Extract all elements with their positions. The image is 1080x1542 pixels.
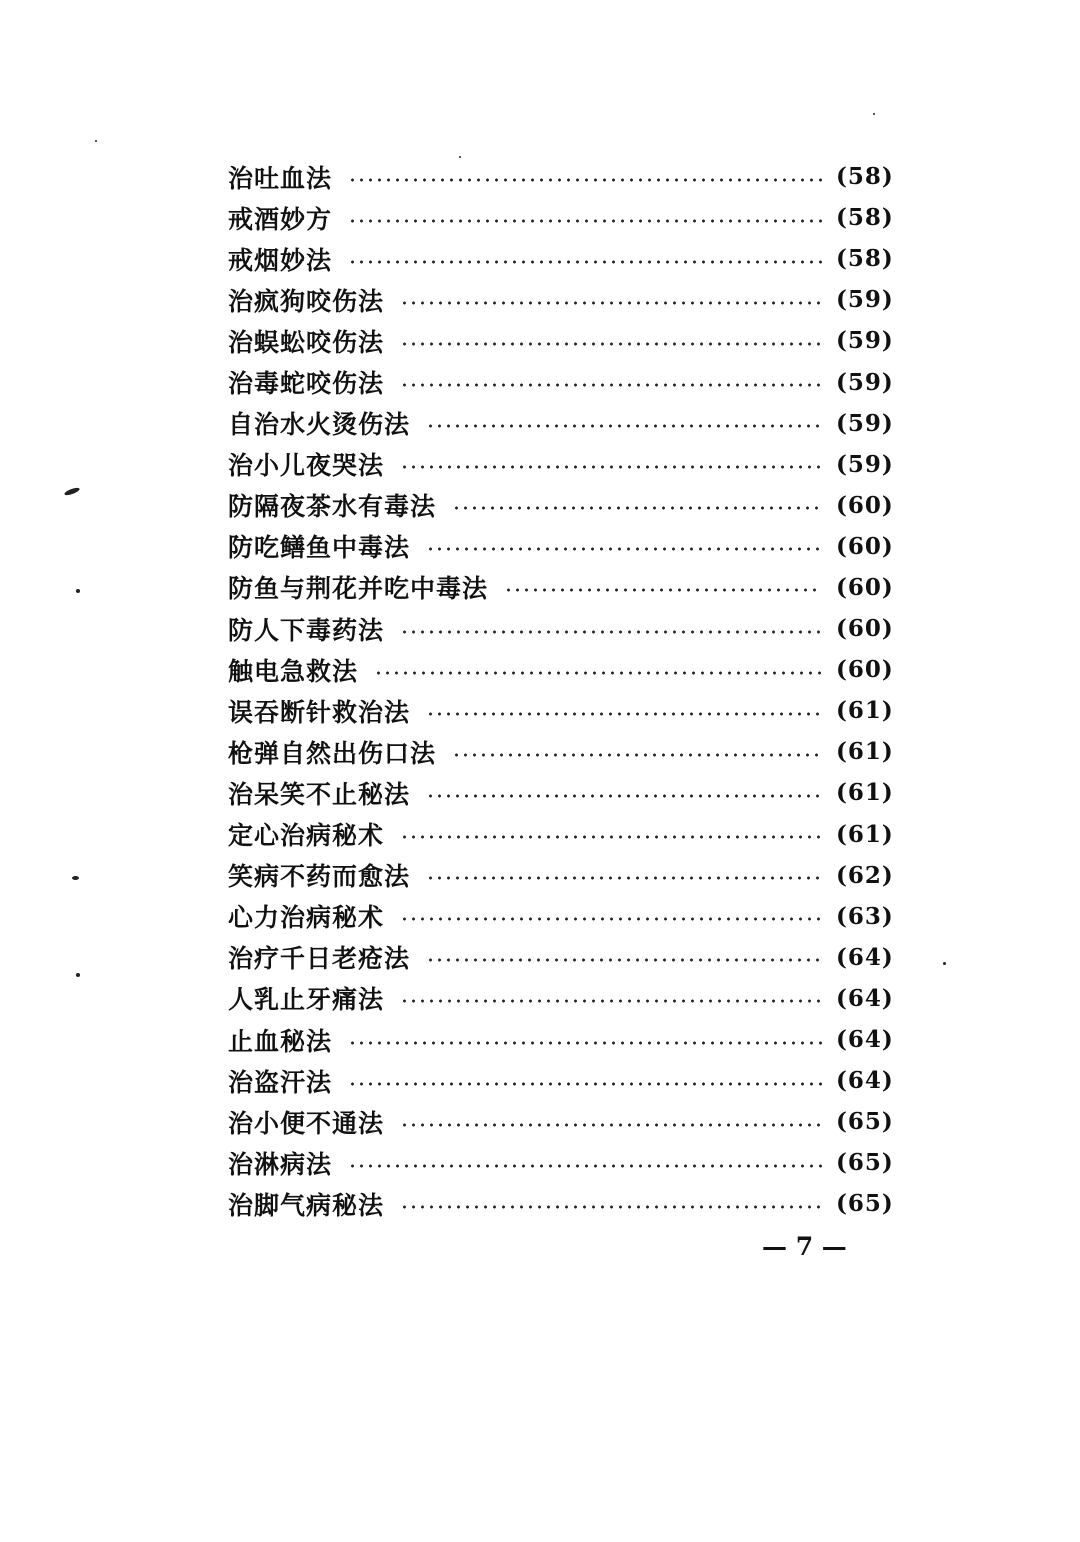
toc-entry-title: 自治水火烫伤法 <box>228 410 411 440</box>
toc-entry-title: 触电急救法 <box>228 656 359 686</box>
toc-entry-page: (64) <box>836 943 894 971</box>
dot-leader <box>400 835 822 839</box>
dot-leader <box>426 712 822 716</box>
toc-entry-title: 枪弹自然出伤口法 <box>228 738 437 768</box>
dot-leader <box>452 506 822 510</box>
toc-entry-page: (61) <box>836 738 894 766</box>
toc-entry <box>228 937 892 978</box>
toc-entry-title: 防鱼与荆花并吃中毒法 <box>228 574 489 604</box>
toc-entry-page: (58) <box>836 204 894 232</box>
scan-speck <box>72 876 79 880</box>
toc-entry-page: (61) <box>836 779 894 807</box>
toc-entry <box>228 1101 892 1142</box>
toc-entry <box>228 690 892 731</box>
toc-entry <box>228 485 892 526</box>
toc-entry-title: 定心治病秘术 <box>228 821 385 851</box>
toc-entry-title: 治呆笑不止秘法 <box>228 779 411 809</box>
dot-leader <box>348 178 822 182</box>
toc-entry-page: (65) <box>836 1190 894 1218</box>
toc-entry-page: (59) <box>836 368 894 396</box>
toc-entry-title: 人乳止牙痛法 <box>228 985 385 1015</box>
toc-entry <box>228 978 892 1019</box>
toc-entry-title: 治毒蛇咬伤法 <box>228 369 385 399</box>
toc-entry <box>228 731 892 772</box>
toc-entry-page: (60) <box>836 656 894 684</box>
toc-entry-title: 防隔夜茶水有毒法 <box>228 492 437 522</box>
dot-leader <box>374 671 822 675</box>
toc-entry <box>228 279 892 320</box>
toc-entry-title: 治小便不通法 <box>228 1108 385 1138</box>
dot-leader <box>348 1041 822 1045</box>
scan-speck <box>459 156 461 158</box>
toc-entry-page: (60) <box>836 615 894 643</box>
toc-entry <box>228 444 892 485</box>
toc-entry <box>228 896 892 937</box>
toc-entry-title: 治盗汗法 <box>228 1067 333 1097</box>
toc-entry-title: 治吐血法 <box>228 163 333 193</box>
toc-entry-title: 治小儿夜哭法 <box>228 451 385 481</box>
dot-leader <box>400 630 822 634</box>
toc-entry-page: (59) <box>836 327 894 355</box>
toc-entry-title: 戒酒妙方 <box>228 204 333 234</box>
toc-entry <box>228 1142 892 1183</box>
toc-entry <box>228 814 892 855</box>
toc-entry <box>228 1060 892 1101</box>
dot-leader <box>504 588 822 592</box>
dot-leader <box>452 753 822 757</box>
dot-leader <box>348 260 822 264</box>
toc-entry <box>228 197 892 238</box>
toc-entry-title: 治淋病法 <box>228 1149 333 1179</box>
dot-leader <box>426 794 822 798</box>
toc-entry-page: (65) <box>836 1149 894 1177</box>
toc-entry-page: (64) <box>836 984 894 1012</box>
toc-entry <box>228 567 892 608</box>
dot-leader <box>400 342 822 346</box>
toc-entry <box>228 361 892 402</box>
page-number: — 7 — <box>762 1232 847 1261</box>
toc-entry-title: 笑病不药而愈法 <box>228 862 411 892</box>
scan-speck <box>943 962 946 965</box>
dot-leader <box>400 999 822 1003</box>
dot-leader <box>348 1082 822 1086</box>
toc-entry-page: (58) <box>836 163 894 191</box>
toc-entry-page: (60) <box>836 573 894 601</box>
dot-leader <box>348 1164 822 1168</box>
toc-entry <box>228 526 892 567</box>
toc-entry <box>228 320 892 361</box>
dot-leader <box>426 876 822 880</box>
toc-entry-title: 防吃鳝鱼中毒法 <box>228 533 411 563</box>
toc-entry-page: (60) <box>836 491 894 519</box>
toc-entry-title: 戒烟妙法 <box>228 245 333 275</box>
toc-entry <box>228 403 892 444</box>
toc-entry <box>228 608 892 649</box>
table-of-contents <box>228 156 892 1224</box>
toc-entry <box>228 1183 892 1224</box>
toc-entry-title: 治蜈蚣咬伤法 <box>228 327 385 357</box>
toc-entry <box>228 156 892 197</box>
toc-entry-title: 治疗千日老疮法 <box>228 944 411 974</box>
dot-leader <box>400 1205 822 1209</box>
toc-entry <box>228 1019 892 1060</box>
dot-leader <box>400 1123 822 1127</box>
dot-leader <box>400 383 822 387</box>
scan-speck <box>95 140 97 142</box>
toc-entry-page: (58) <box>836 245 894 273</box>
toc-entry-page: (60) <box>836 532 894 560</box>
dot-leader <box>400 465 822 469</box>
toc-entry-page: (64) <box>836 1026 894 1054</box>
toc-entry <box>228 772 892 813</box>
dot-leader <box>400 917 822 921</box>
toc-entry-title: 止血秘法 <box>228 1026 333 1056</box>
dot-leader <box>426 958 822 962</box>
toc-entry-title: 心力治病秘术 <box>228 903 385 933</box>
toc-entry-page: (65) <box>836 1108 894 1136</box>
toc-entry-title: 防人下毒药法 <box>228 615 385 645</box>
toc-entry-title: 治疯狗咬伤法 <box>228 286 385 316</box>
toc-entry-page: (61) <box>836 820 894 848</box>
dot-leader <box>400 301 822 305</box>
toc-entry-title: 误吞断针救治法 <box>228 697 411 727</box>
toc-entry-page: (59) <box>836 450 894 478</box>
toc-entry-page: (64) <box>836 1067 894 1095</box>
scan-speck <box>64 486 81 496</box>
dot-leader <box>426 424 822 428</box>
toc-entry <box>228 649 892 690</box>
toc-entry-page: (59) <box>836 286 894 314</box>
scan-speck <box>76 589 80 593</box>
toc-entry <box>228 855 892 896</box>
toc-entry-page: (59) <box>836 409 894 437</box>
dot-leader <box>426 547 822 551</box>
toc-entry-page: (61) <box>836 697 894 725</box>
toc-entry <box>228 238 892 279</box>
dot-leader <box>348 219 822 223</box>
toc-entry-title: 治脚气病秘法 <box>228 1190 385 1220</box>
scan-speck <box>76 973 80 977</box>
toc-entry-page: (63) <box>836 902 894 930</box>
scan-speck <box>873 113 875 115</box>
toc-entry-page: (62) <box>836 861 894 889</box>
